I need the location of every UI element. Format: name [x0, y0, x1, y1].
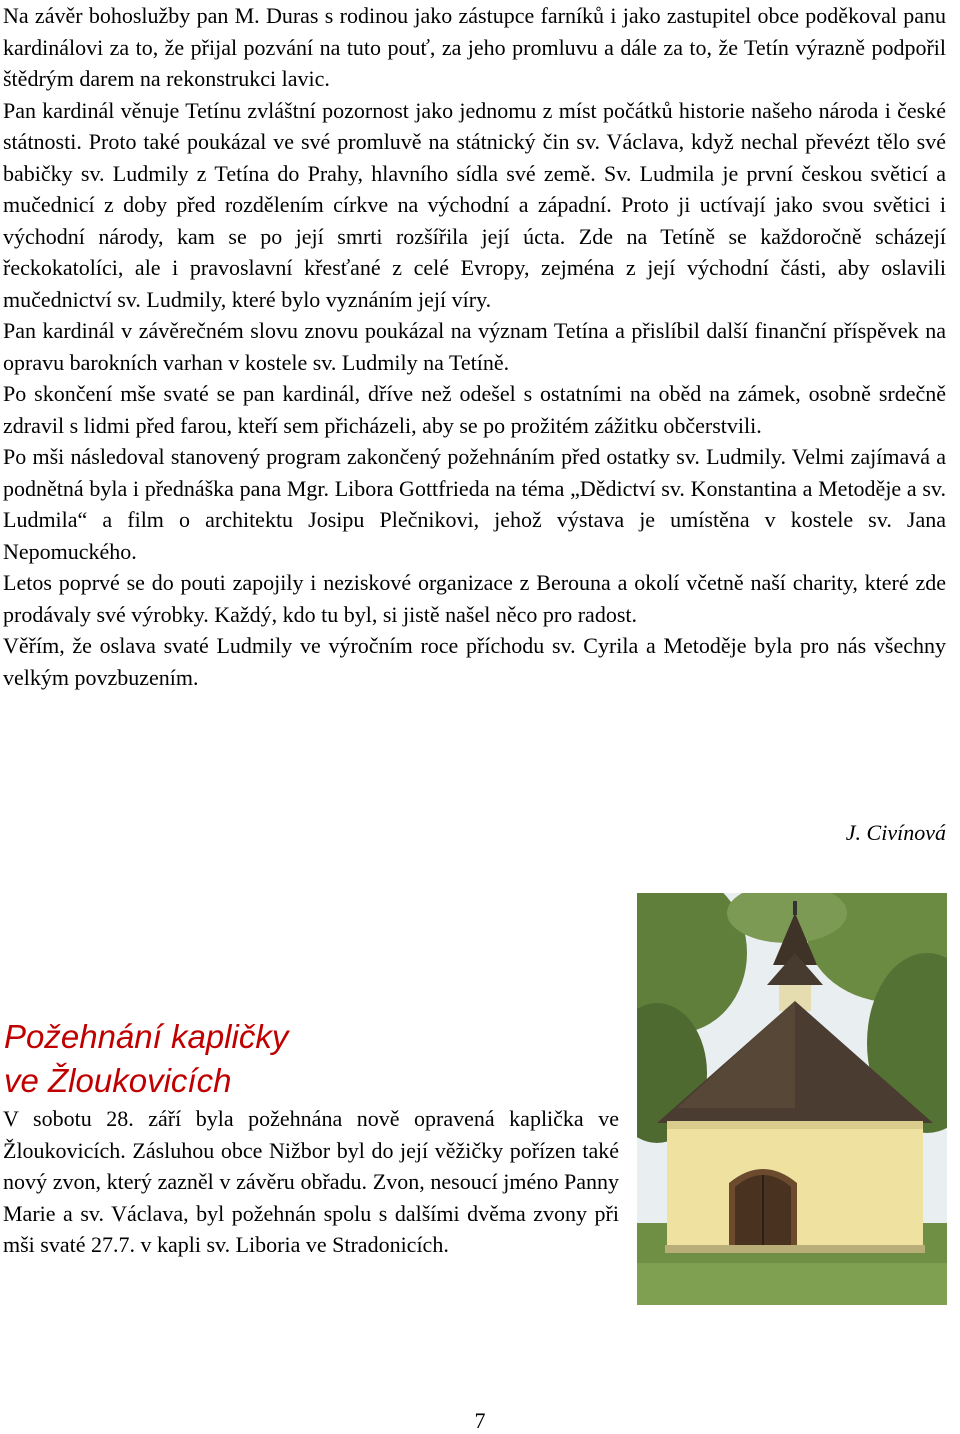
paragraph-charity: Letos poprvé se do pouti zapojily i neziskové organizace z Berouna a okolí včetně naší charity, které zde prodávaly své výrobky. Každý, kdo tu byl, si jistě našel něco pro radost.: [3, 570, 946, 627]
paragraph-cardinal-tetin: Pan kardinál věnuje Tetínu zvláštní pozornost jako jednomu z míst počátků historie našeho národa i české státnosti. Proto také poukázal ve své promluvě na státnický čin sv. Václava, když nechal převézt tělo své babičky sv. Ludmily z Tetína do Prahy, hlavního sídla své země. Sv. Ludmila je první českou světicí a mučednicí z doby před rozdělením církve na východní a západní. Proto ji uctívají jako svou světici i východní národy, kam se po její smrti rozšířila její úcta. Zde na Tetíně se každoročně scházejí řeckokatolíci, ale i pravoslavní křesťané z celé Evropy, zejména z její východní části, aby oslavili mučednictví sv. Ludmily, které bylo vyznáním její víry.: [3, 97, 946, 312]
paragraph-closing-thanks: Na závěr bohoslužby pan M. Duras s rodinou jako zástupce farníků i jako zastupitel obce poděkoval panu kardinálovi za to, že přijal pozvání na tuto pouť, za jeho promluvu a dále za to, že Tetín výrazně podpořil štědrým darem na rekonstrukci lavic.: [3, 3, 946, 91]
author-signature: J. Civínová: [845, 820, 946, 845]
article: [3, 0, 946, 693]
section-title: [4, 1015, 604, 1103]
paragraph-closing-word: Pan kardinál v závěrečném slovu znovu poukázal na význam Tetína a přislíbil další finanční příspěvek na opravu barokních varhan v kostele sv. Ludmily na Tetíně.: [3, 318, 946, 375]
page-number: 7: [474, 1408, 486, 1433]
paragraph-chapel-blessing: V sobotu 28. září byla požehnána nově opravená kaplička ve Žloukovicích. Zásluhou obce Nižbor byl do její věžičky pořízen také nový zvon, který zazněl v závěru obřadu. Zvon, nesoucí jméno Panny Marie a sv. Václava, byl požehnán spolu s dalšími dvěma zvony při mši svaté 27.7. v kapli sv. Liboria ve Stradonicích.: [3, 1106, 619, 1257]
paragraph-program: Po mši následoval stanovený program zakončený požehnáním před ostatky sv. Ludmily. Velmi zajímavá a podnětná byla i přednáška pana Mgr. Libora Gottfrieda na téma „Dědictví sv. Konstantina a Metoděje a sv. Ludmila“ a film o architektu Josipu Plečnikovi, jehož výstava je umístěna v kostele sv. Jana Nepomuckého.: [3, 444, 946, 564]
paragraph-after-mass: Po skončení mše svaté se pan kardinál, dříve než odešel s ostatními na oběd na zámek, osobně srdečně zdravil s lidmi před farou, kteří sem přicházeli, aby se po prožitém zážitku občerstvili.: [3, 381, 946, 438]
section-title-line-2: ve Žloukovicích: [4, 1062, 232, 1099]
chapel-photo: [637, 893, 947, 1305]
section-title-line-1: Požehnání kapličky: [4, 1018, 289, 1055]
section-body: [3, 1103, 619, 1261]
paragraph-conclusion: Věřím, že oslava svaté Ludmily ve výročním roce příchodu sv. Cyrila a Metoděje byla pro nás všechny velkým povzbuzením.: [3, 633, 946, 690]
